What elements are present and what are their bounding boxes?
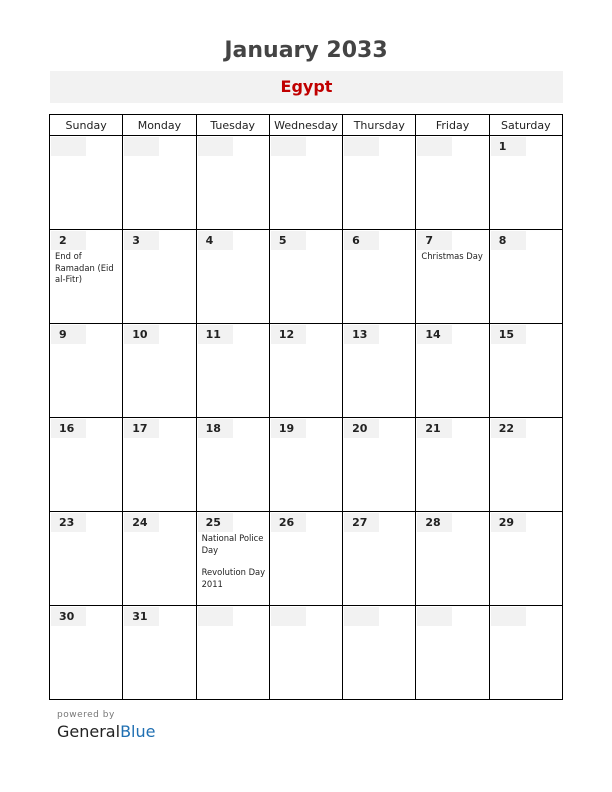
calendar-day-cell[interactable] <box>196 324 269 418</box>
calendar-day-cell[interactable] <box>416 230 489 324</box>
weekday-header: Wednesday <box>269 115 342 136</box>
day-number: 10 <box>124 325 159 344</box>
calendar-title: January 2033 <box>224 38 388 63</box>
calendar-day-cell[interactable] <box>269 512 342 606</box>
calendar-week-row <box>50 418 563 512</box>
calendar-day-cell[interactable] <box>416 512 489 606</box>
day-number <box>491 607 526 626</box>
calendar-day-cell[interactable] <box>50 606 123 700</box>
powered-by-text: powered by <box>57 710 115 720</box>
calendar-day-cell[interactable] <box>343 512 416 606</box>
day-number: 4 <box>198 231 233 250</box>
country-banner <box>50 71 563 103</box>
day-number: 9 <box>51 325 86 344</box>
day-number <box>344 607 379 626</box>
day-number: 21 <box>417 419 452 438</box>
day-number: 13 <box>344 325 379 344</box>
day-events <box>202 533 267 601</box>
calendar-day-cell[interactable] <box>123 136 196 230</box>
day-number <box>198 137 233 156</box>
day-number: 24 <box>124 513 159 532</box>
day-number: 2 <box>51 231 86 250</box>
calendar-day-cell[interactable] <box>343 136 416 230</box>
calendar-day-cell[interactable] <box>269 418 342 512</box>
calendar-day-cell[interactable] <box>343 606 416 700</box>
calendar-day-cell[interactable] <box>196 418 269 512</box>
day-number: 14 <box>417 325 452 344</box>
calendar-day-cell[interactable] <box>416 136 489 230</box>
holiday-event: Christmas Day <box>421 251 483 261</box>
day-number <box>417 137 452 156</box>
day-events <box>421 251 486 274</box>
calendar-day-cell[interactable] <box>269 324 342 418</box>
calendar-day-cell[interactable] <box>50 230 123 324</box>
footer-branding <box>57 710 155 741</box>
calendar-day-cell[interactable] <box>269 230 342 324</box>
day-number: 8 <box>491 231 526 250</box>
country-name: Egypt <box>280 77 333 96</box>
day-number: 28 <box>417 513 452 532</box>
day-number: 22 <box>491 419 526 438</box>
calendar-week-row <box>50 512 563 606</box>
weekday-header: Sunday <box>50 115 123 136</box>
day-number: 18 <box>198 419 233 438</box>
day-number: 19 <box>271 419 306 438</box>
calendar-week-row <box>50 606 563 700</box>
calendar-day-cell[interactable] <box>416 606 489 700</box>
day-number: 3 <box>124 231 159 250</box>
holiday-event: End of Ramadan (Eid al-Fitr) <box>55 251 114 284</box>
calendar-day-cell[interactable] <box>343 418 416 512</box>
day-number: 16 <box>51 419 86 438</box>
calendar-day-cell[interactable] <box>50 512 123 606</box>
calendar-day-cell[interactable] <box>489 230 562 324</box>
day-number <box>344 137 379 156</box>
weekday-header: Monday <box>123 115 196 136</box>
calendar-week-row <box>50 230 563 324</box>
brand-general: General <box>57 722 121 741</box>
day-number: 17 <box>124 419 159 438</box>
day-number: 31 <box>124 607 159 626</box>
calendar-day-cell[interactable] <box>489 324 562 418</box>
day-number <box>124 137 159 156</box>
day-number <box>271 607 306 626</box>
calendar-day-cell[interactable] <box>416 324 489 418</box>
calendar-day-cell[interactable] <box>50 136 123 230</box>
calendar-body <box>50 136 563 700</box>
day-number <box>198 607 233 626</box>
day-number: 23 <box>51 513 86 532</box>
weekday-header: Tuesday <box>196 115 269 136</box>
weekday-header: Thursday <box>343 115 416 136</box>
day-number: 15 <box>491 325 526 344</box>
day-number: 5 <box>271 231 306 250</box>
calendar-day-cell[interactable] <box>196 606 269 700</box>
day-number <box>51 137 86 156</box>
day-number: 29 <box>491 513 526 532</box>
calendar-day-cell[interactable] <box>196 136 269 230</box>
weekday-header-row <box>50 115 563 136</box>
calendar-week-row <box>50 136 563 230</box>
calendar-grid <box>49 114 563 700</box>
calendar-day-cell[interactable] <box>489 418 562 512</box>
calendar-day-cell[interactable] <box>123 418 196 512</box>
day-number: 26 <box>271 513 306 532</box>
calendar-day-cell[interactable] <box>343 230 416 324</box>
calendar-day-cell[interactable] <box>489 606 562 700</box>
day-number: 20 <box>344 419 379 438</box>
calendar-day-cell[interactable] <box>123 606 196 700</box>
calendar-day-cell[interactable] <box>123 324 196 418</box>
calendar-week-row <box>50 324 563 418</box>
holiday-event: Revolution Day 2011 <box>201 567 266 589</box>
day-number: 30 <box>51 607 86 626</box>
day-number: 1 <box>491 137 526 156</box>
day-number: 12 <box>271 325 306 344</box>
day-events <box>55 251 120 297</box>
day-number: 25 <box>198 513 233 532</box>
calendar-day-cell[interactable] <box>50 324 123 418</box>
calendar-day-cell[interactable] <box>269 136 342 230</box>
day-number: 7 <box>417 231 452 250</box>
calendar-day-cell[interactable] <box>489 512 562 606</box>
brand-blue: Blue <box>120 722 156 741</box>
day-number <box>271 137 306 156</box>
calendar-day-cell[interactable] <box>343 324 416 418</box>
calendar-day-cell[interactable] <box>489 136 562 230</box>
calendar-day-cell[interactable] <box>50 418 123 512</box>
calendar-day-cell[interactable] <box>416 418 489 512</box>
day-number: 27 <box>344 513 379 532</box>
day-number: 11 <box>198 325 233 344</box>
weekday-header: Saturday <box>489 115 562 136</box>
day-number <box>417 607 452 626</box>
weekday-header: Friday <box>416 115 489 136</box>
calendar-day-cell[interactable] <box>123 512 196 606</box>
day-number: 6 <box>344 231 379 250</box>
calendar-day-cell[interactable] <box>123 230 196 324</box>
holiday-event: National Police Day <box>201 533 264 555</box>
brand-logo[interactable] <box>57 722 155 741</box>
calendar-day-cell[interactable] <box>196 512 269 606</box>
calendar-day-cell[interactable] <box>269 606 342 700</box>
calendar-day-cell[interactable] <box>196 230 269 324</box>
